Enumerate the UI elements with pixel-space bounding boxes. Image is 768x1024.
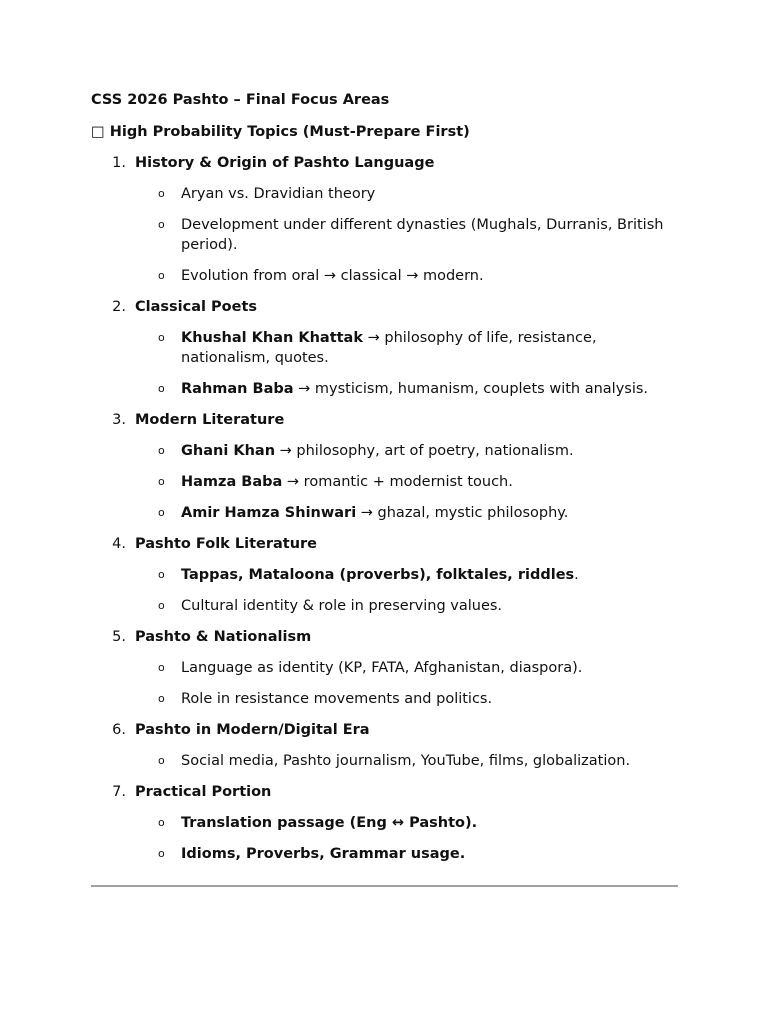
topic-title: Practical Portion xyxy=(135,784,272,800)
circle-bullet-icon: o xyxy=(158,331,165,344)
sub-item-text xyxy=(181,813,678,833)
sub-item-text xyxy=(181,379,678,399)
circle-bullet-icon: o xyxy=(158,568,165,581)
circle-bullet-icon: o xyxy=(158,475,165,488)
sub-item-text xyxy=(181,441,678,461)
sub-item-plain-text: → ghazal, mystic philosophy. xyxy=(356,505,569,521)
circle-bullet-icon: o xyxy=(158,187,165,200)
topic-title: Pashto Folk Literature xyxy=(135,536,318,552)
sub-item-plain-text: → philosophy of life, resistance, nationalism, quotes. xyxy=(181,330,597,366)
sub-list-item xyxy=(91,565,678,585)
sub-item-bold-text: Ghani Khan xyxy=(181,443,276,459)
sub-item-text xyxy=(181,565,678,585)
sub-list-item xyxy=(91,328,678,368)
section-heading: □ High Probability Topics (Must-Prepare First) xyxy=(91,124,470,140)
topic-item xyxy=(91,153,678,286)
sub-item-text xyxy=(181,472,678,492)
circle-bullet-icon: o xyxy=(158,816,165,829)
topic-number: 4. xyxy=(112,536,126,552)
topic-number: 2. xyxy=(112,299,126,315)
sub-item-bold-text: Hamza Baba xyxy=(181,474,283,490)
sub-item-text xyxy=(181,328,678,368)
topic-item xyxy=(91,410,678,523)
topic-heading xyxy=(91,720,678,740)
circle-bullet-icon: o xyxy=(158,269,165,282)
sub-item-bold-text: Translation passage (Eng ↔ Pashto). xyxy=(181,815,478,831)
document-title: CSS 2026 Pashto – Final Focus Areas xyxy=(91,92,390,108)
topic-heading xyxy=(91,410,678,430)
sub-item-plain-text: Evolution from oral → classical → modern. xyxy=(181,268,484,284)
topic-item xyxy=(91,782,678,864)
circle-bullet-icon: o xyxy=(158,444,165,457)
topic-heading xyxy=(91,153,678,173)
sub-list-item xyxy=(91,441,678,461)
topic-title: Classical Poets xyxy=(135,299,258,315)
sub-list-item xyxy=(91,813,678,833)
circle-bullet-icon: o xyxy=(158,847,165,860)
sub-item-text xyxy=(181,751,678,771)
sub-item-plain-text: Aryan vs. Dravidian theory xyxy=(181,186,376,202)
sub-item-plain-text: Role in resistance movements and politics. xyxy=(181,691,493,707)
sub-item-text xyxy=(181,658,678,678)
sub-item-bold-text: Tappas, Mataloona (proverbs), folktales, riddles xyxy=(181,567,575,583)
topic-number: 6. xyxy=(112,722,126,738)
sub-item-text xyxy=(181,503,678,523)
sub-item-bold-text: Khushal Khan Khattak xyxy=(181,330,363,346)
topic-number: 7. xyxy=(112,784,126,800)
sub-list-item xyxy=(91,658,678,678)
sub-list-item xyxy=(91,266,678,286)
sub-list-item xyxy=(91,751,678,771)
sub-list-item xyxy=(91,379,678,399)
topic-number: 3. xyxy=(112,412,126,428)
topic-list xyxy=(91,153,678,864)
sub-item-text xyxy=(181,215,678,255)
sub-item-plain-text: Language as identity (KP, FATA, Afghanistan, diaspora). xyxy=(181,660,583,676)
sub-list-item xyxy=(91,596,678,616)
topic-title: Pashto & Nationalism xyxy=(135,629,312,645)
sub-list-item xyxy=(91,844,678,864)
circle-bullet-icon: o xyxy=(158,382,165,395)
circle-bullet-icon: o xyxy=(158,661,165,674)
sub-item-plain-text: → romantic + modernist touch. xyxy=(282,474,513,490)
sub-item-plain-text: → philosophy, art of poetry, nationalism. xyxy=(275,443,574,459)
topic-item xyxy=(91,297,678,399)
topic-title: Pashto in Modern/Digital Era xyxy=(135,722,370,738)
sub-item-plain-text: → mysticism, humanism, couplets with analysis. xyxy=(293,381,649,397)
sub-item-bold-text: Rahman Baba xyxy=(181,381,294,397)
topic-title: Modern Literature xyxy=(135,412,285,428)
document-content xyxy=(91,90,678,875)
topic-item xyxy=(91,627,678,709)
sub-item-plain-text: . xyxy=(574,567,579,583)
sub-item-bold-text: Amir Hamza Shinwari xyxy=(181,505,357,521)
horizontal-rule xyxy=(91,885,678,887)
sub-item-plain-text: Development under different dynasties (Mughals, Durranis, British period). xyxy=(181,217,664,253)
topic-number: 5. xyxy=(112,629,126,645)
sub-list-item xyxy=(91,215,678,255)
sub-item-text xyxy=(181,689,678,709)
sub-list-item xyxy=(91,503,678,523)
circle-bullet-icon: o xyxy=(158,506,165,519)
circle-bullet-icon: o xyxy=(158,692,165,705)
circle-bullet-icon: o xyxy=(158,218,165,231)
sub-item-text xyxy=(181,266,678,286)
sub-item-bold-text: Idioms, Proverbs, Grammar usage. xyxy=(181,846,466,862)
topic-number: 1. xyxy=(112,155,126,171)
sub-item-plain-text: Social media, Pashto journalism, YouTube, films, globalization. xyxy=(181,753,631,769)
sub-item-text xyxy=(181,184,678,204)
sub-list-item xyxy=(91,472,678,492)
circle-bullet-icon: o xyxy=(158,599,165,612)
topic-heading xyxy=(91,627,678,647)
topic-item xyxy=(91,720,678,771)
topic-title: History & Origin of Pashto Language xyxy=(135,155,435,171)
topic-heading xyxy=(91,782,678,802)
sub-item-plain-text: Cultural identity & role in preserving values. xyxy=(181,598,503,614)
topic-heading xyxy=(91,534,678,554)
sub-list-item xyxy=(91,689,678,709)
topic-item xyxy=(91,534,678,616)
sub-list-item xyxy=(91,184,678,204)
circle-bullet-icon: o xyxy=(158,754,165,767)
topic-heading xyxy=(91,297,678,317)
sub-item-text xyxy=(181,844,678,864)
sub-item-text xyxy=(181,596,678,616)
